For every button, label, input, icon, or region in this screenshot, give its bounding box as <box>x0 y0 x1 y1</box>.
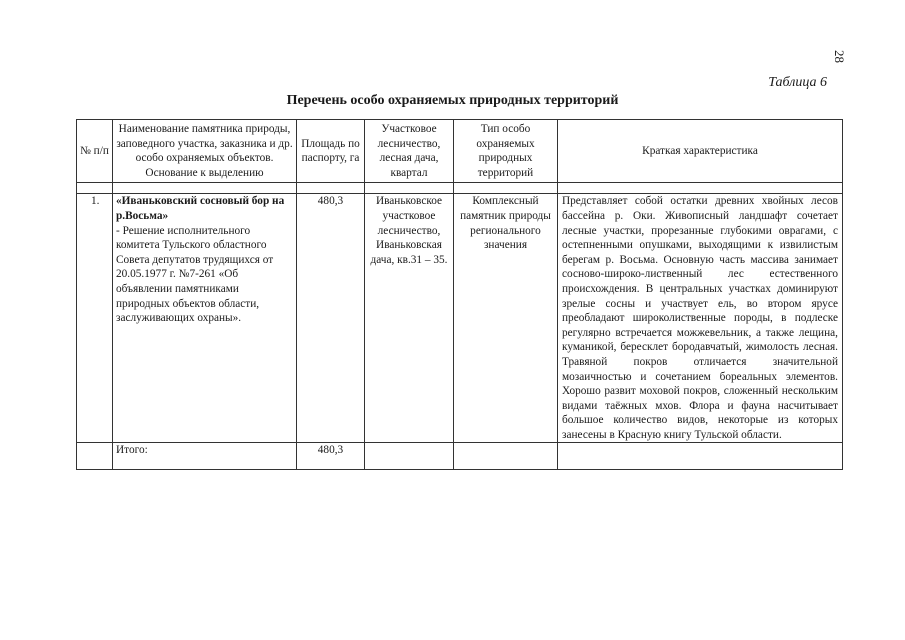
header-type: Тип особо охраняемых природных территорий <box>454 120 558 183</box>
total-label: Итого: <box>113 443 297 470</box>
row-name-title: «Иваньковский сосновый бор на р.Восьма» <box>116 195 285 222</box>
row-desc: Представляет собой остатки древних хвойных лесов бассейна р. Оки. Живописный ландшафт сочетает лесные участки, прорезанные глубокими оврагами, с остепненными опушками, выходящими к извилистым берегам р. Восьма. Основную часть массива занимает сосново-широко-лиственный лес естественного происхождения. В центральных участках доминируют зрелые сосны и участвует ель, во втором ярусе преобладают широколиственные породы, в подлеске регулярно встречается можжевельник, а также лещина, куманикой, бересклет бородавчатый, жимолость лесная. Травяной покров отличается значительной мозаичностью и сочетанием бореальных элементов. Хорошо развит моховой покров, сложенный нескольким видами таёжных мхов. Флора и фауна насчитывает большое количество видов, некоторые из которых занесены в Красную книгу Тульской области. <box>558 194 843 443</box>
row-area: 480,3 <box>297 194 365 443</box>
row-forestry: Иваньковское участковое лесничество, Иваньковская дача, кв.31 – 35. <box>365 194 454 443</box>
header-desc: Краткая характеристика <box>558 120 843 183</box>
page-number: 28 <box>832 50 847 63</box>
total-row <box>77 443 843 470</box>
header-num: № п/п <box>77 120 113 183</box>
table-header-row <box>77 120 843 183</box>
header-name: Наименование памятника природы, заповедного участка, заказника и др. особо охраняемых объектов. Основание к выделению <box>113 120 297 183</box>
page-title-text: Перечень особо охраняемых природных территорий <box>286 93 619 108</box>
page-title <box>0 93 905 109</box>
spacer-row <box>77 183 843 194</box>
row-num: 1. <box>77 194 113 443</box>
row-type: Комплексный памятник природы регионального значения <box>454 194 558 443</box>
row-name <box>113 194 297 443</box>
header-forestry: Участковое лесничество, лесная дача, квартал <box>365 120 454 183</box>
header-area: Площадь по паспорту, га <box>297 120 365 183</box>
table-row <box>77 194 843 443</box>
row-name-basis: - Решение исполнительного комитета Тульского областного Совета депутатов трудящихся от 20.05.1977 г. №7-261 «Об объявлении памятниками природных объектов области, заслуживающих охраны». <box>116 224 274 325</box>
table-label: Таблица 6 <box>768 75 827 90</box>
total-area: 480,3 <box>297 443 365 470</box>
territories-table <box>76 119 843 470</box>
